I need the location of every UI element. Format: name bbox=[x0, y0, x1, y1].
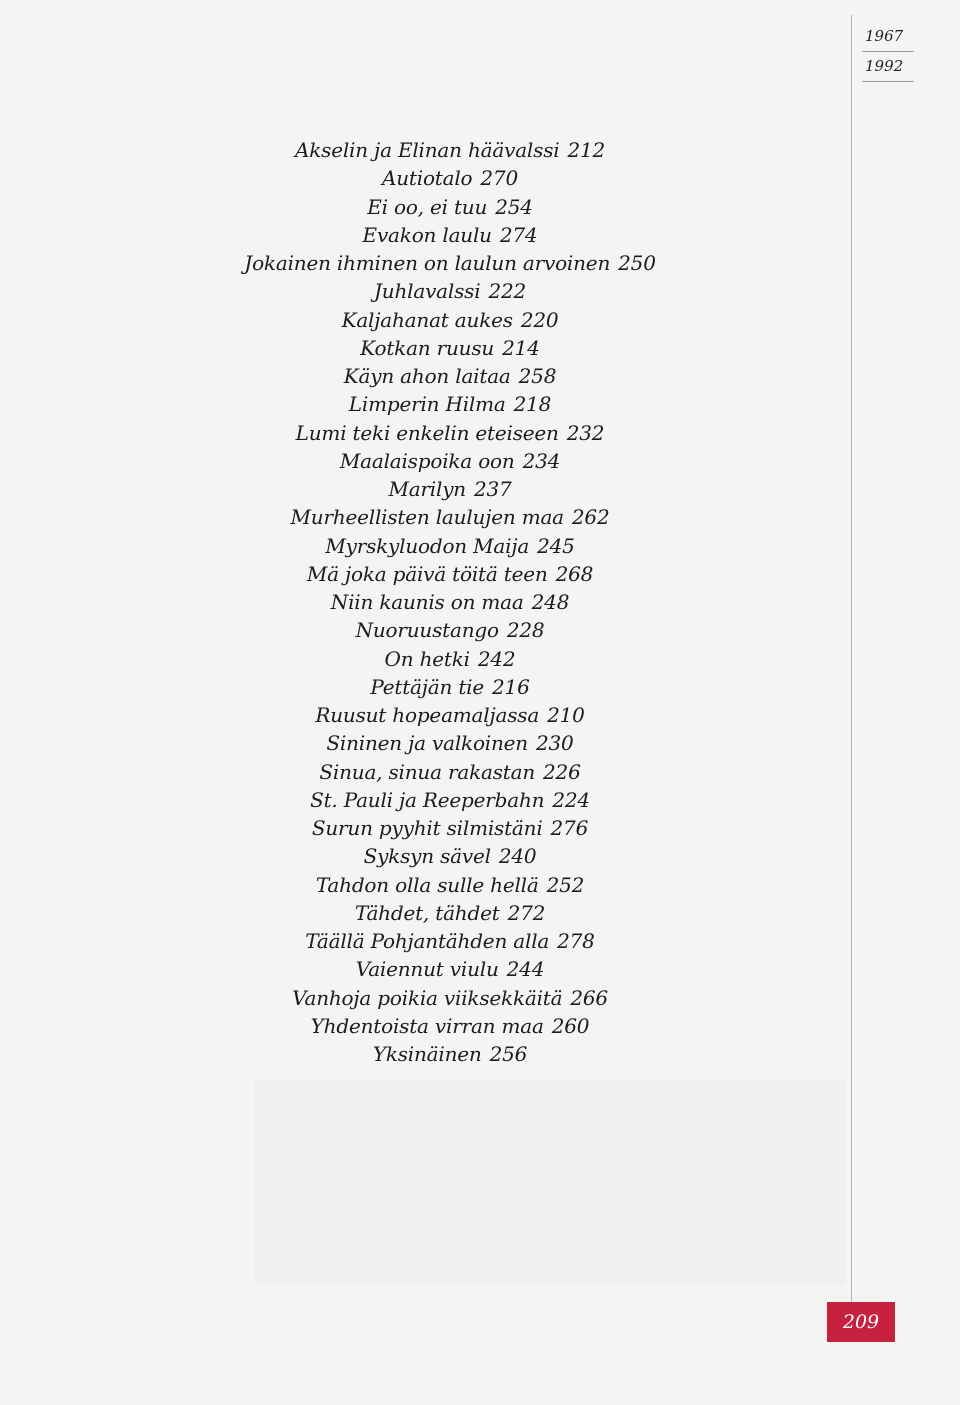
index-entry bbox=[200, 419, 700, 447]
entry-title: St. Pauli ja Reeperbahn bbox=[310, 787, 545, 812]
entry-title: Tahdon olla sulle hellä bbox=[315, 872, 539, 897]
entry-title: Yksinäinen bbox=[372, 1042, 482, 1066]
entry-page-number: 218 bbox=[513, 392, 552, 417]
index-entry bbox=[200, 758, 700, 786]
entry-title: Niin kaunis on maa bbox=[330, 590, 524, 614]
entry-page-number: 222 bbox=[488, 279, 527, 304]
entry-title: On hetki bbox=[384, 646, 470, 671]
entry-title: Sininen ja valkoinen bbox=[326, 731, 528, 756]
entry-page-number: 240 bbox=[498, 844, 537, 869]
index-entry bbox=[200, 673, 700, 701]
index-entry bbox=[200, 645, 700, 673]
entry-title: Syksyn sävel bbox=[363, 844, 491, 869]
entry-title: Autiotalo bbox=[382, 166, 473, 191]
index-entry bbox=[200, 955, 700, 983]
entry-page-number: 258 bbox=[518, 364, 557, 388]
index-entry bbox=[200, 193, 700, 221]
entry-title: Maalaispoika oon bbox=[339, 448, 515, 473]
entry-title: Ei oo, ei tuu bbox=[367, 194, 488, 219]
entry-title: Käyn ahon laitaa bbox=[343, 364, 511, 388]
index-entry bbox=[200, 164, 700, 192]
index-entry bbox=[200, 616, 700, 644]
index-entry bbox=[200, 842, 700, 870]
entry-page-number: 256 bbox=[489, 1042, 528, 1066]
entry-title: Vanhoja poikia viiksekkäitä bbox=[292, 985, 563, 1010]
index-entry bbox=[200, 334, 700, 362]
index-entry bbox=[200, 1012, 700, 1040]
index-entry bbox=[200, 588, 700, 616]
entry-page-number: 278 bbox=[557, 929, 595, 953]
entry-page-number: 237 bbox=[473, 477, 512, 501]
index-entry bbox=[200, 390, 700, 418]
entry-page-number: 230 bbox=[536, 731, 574, 756]
entry-page-number: 270 bbox=[480, 166, 518, 191]
index-entry bbox=[200, 532, 700, 560]
entry-page-number: 244 bbox=[506, 957, 545, 982]
index-entry bbox=[200, 560, 700, 588]
entry-page-number: 214 bbox=[502, 335, 540, 360]
entry-title: Täällä Pohjantähden alla bbox=[305, 929, 550, 953]
entry-title: Nuoruustango bbox=[355, 618, 499, 643]
entry-title: Vaiennut viulu bbox=[355, 957, 499, 982]
entry-page-number: 210 bbox=[547, 703, 585, 727]
song-index-list bbox=[200, 136, 700, 1068]
entry-page-number: 245 bbox=[537, 533, 575, 558]
page-number-badge: 209 bbox=[827, 1302, 895, 1342]
index-entry bbox=[200, 221, 700, 249]
entry-title: Surun pyyhit silmistäni bbox=[311, 816, 543, 840]
entry-page-number: 254 bbox=[495, 194, 533, 219]
entry-title: Ruusut hopeamaljassa bbox=[315, 703, 540, 727]
entry-title: Kaljahanat aukes bbox=[341, 307, 513, 332]
entry-title: Pettäjän tie bbox=[370, 674, 485, 699]
entry-page-number: 228 bbox=[506, 618, 545, 643]
index-entry bbox=[200, 447, 700, 475]
entry-page-number: 220 bbox=[520, 307, 559, 332]
entry-page-number: 216 bbox=[492, 674, 530, 699]
entry-title: Mä joka päivä töitä teen bbox=[306, 561, 548, 586]
entry-title: Kotkan ruusu bbox=[360, 335, 495, 360]
entry-title: Sinua, sinua rakastan bbox=[319, 759, 536, 784]
entry-title: Marilyn bbox=[388, 477, 466, 501]
index-entry bbox=[200, 277, 700, 305]
index-entry bbox=[200, 306, 700, 334]
index-entry bbox=[200, 136, 700, 164]
entry-page-number: 266 bbox=[570, 985, 608, 1010]
index-entry bbox=[200, 927, 700, 955]
index-entry bbox=[200, 871, 700, 899]
entry-title: Murheellisten laulujen maa bbox=[290, 505, 564, 530]
entry-title: Lumi teki enkelin eteiseen bbox=[295, 420, 559, 445]
year-range bbox=[862, 22, 914, 82]
entry-page-number: 272 bbox=[507, 900, 546, 925]
entry-title: Tähdet, tähdet bbox=[354, 900, 500, 925]
entry-page-number: 226 bbox=[543, 759, 581, 784]
entry-page-number: 224 bbox=[552, 787, 590, 812]
entry-title: Myrskyluodon Maija bbox=[325, 533, 530, 558]
index-entry bbox=[200, 899, 700, 927]
margin-rule bbox=[851, 15, 852, 1305]
entry-title: Limperin Hilma bbox=[348, 392, 506, 417]
year-start: 1967 bbox=[862, 22, 914, 52]
entry-title: Juhlavalssi bbox=[373, 279, 481, 304]
index-entry bbox=[200, 362, 700, 390]
page-shading bbox=[255, 1080, 845, 1285]
entry-title: Jokainen ihminen on laulun arvoinen bbox=[244, 251, 611, 275]
entry-page-number: 242 bbox=[477, 646, 516, 671]
entry-page-number: 232 bbox=[566, 420, 605, 445]
entry-page-number: 262 bbox=[571, 505, 610, 530]
year-end: 1992 bbox=[862, 52, 914, 82]
index-entry bbox=[200, 1040, 700, 1068]
index-entry bbox=[200, 814, 700, 842]
entry-page-number: 212 bbox=[567, 138, 606, 162]
index-entry bbox=[200, 475, 700, 503]
index-entry bbox=[200, 503, 700, 531]
entry-title: Yhdentoista virran maa bbox=[310, 1013, 544, 1038]
index-entry bbox=[200, 786, 700, 814]
entry-page-number: 252 bbox=[546, 872, 585, 897]
entry-title: Evakon laulu bbox=[362, 222, 492, 247]
entry-title: Akselin ja Elinan häävalssi bbox=[294, 138, 560, 162]
entry-page-number: 250 bbox=[618, 251, 656, 275]
entry-page-number: 248 bbox=[531, 590, 570, 614]
index-entry bbox=[200, 701, 700, 729]
entry-page-number: 268 bbox=[555, 561, 594, 586]
entry-page-number: 276 bbox=[550, 816, 589, 840]
entry-page-number: 234 bbox=[522, 448, 561, 473]
index-entry bbox=[200, 249, 700, 277]
index-entry bbox=[200, 984, 700, 1012]
index-entry bbox=[200, 729, 700, 757]
entry-page-number: 260 bbox=[551, 1013, 590, 1038]
entry-page-number: 274 bbox=[499, 222, 538, 247]
